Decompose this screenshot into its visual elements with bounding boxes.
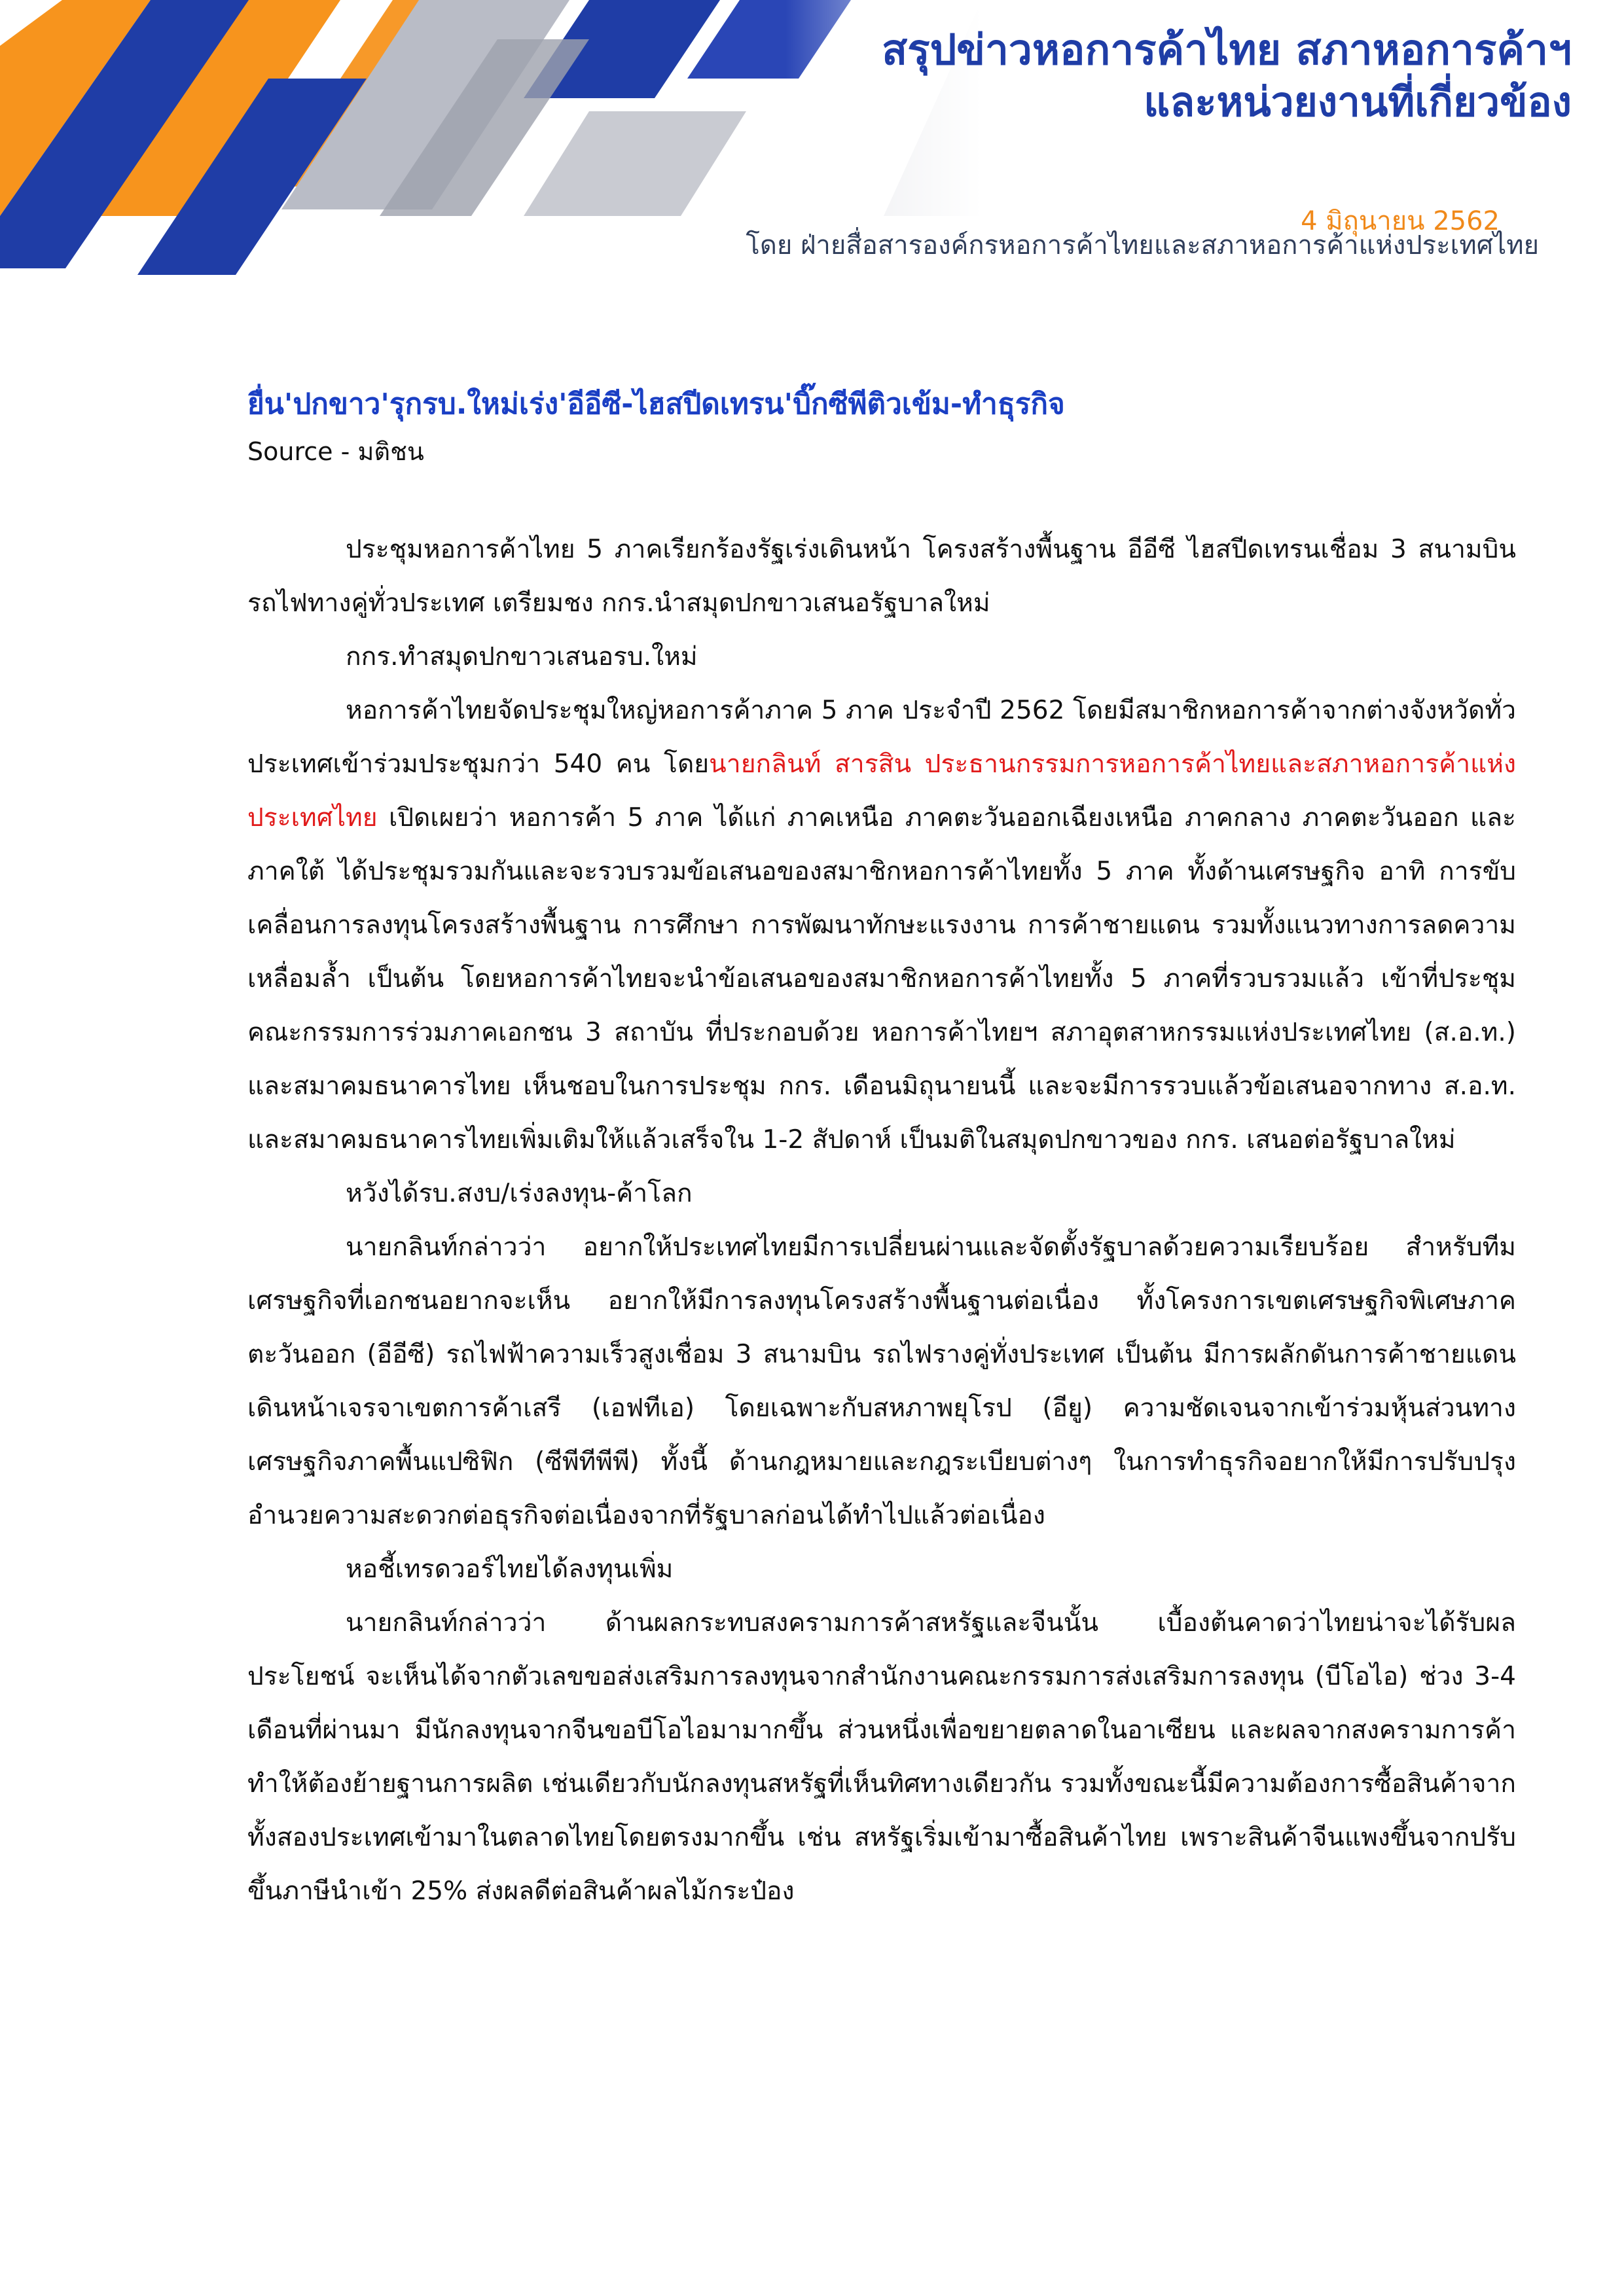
subheading-1: กกร.ทำสมุดปกขาวเสนอรบ.ใหม่	[346, 642, 698, 672]
paragraph-2-part-b: เปิดเผยว่า หอการค้า 5 ภาค ได้แก่ ภาคเหนือ ภาคตะวันออกเฉียงเหนือ ภาคกลาง ภาคตะวันออก และภาคใต้ ได้ประชุมรวมกันและจะรวบรวมข้อเสนอของสมาชิกหอการค้าไทยทั้ง 5 ภาค ทั้งด้านเศรษฐกิจ อาทิ การขับเคลื่อนการลงทุนโครงสร้างพื้นฐาน การศึกษา การพัฒนาทักษะแรงงาน การค้าชายแดน รวมทั้งแนวทางการลดความเหลื่อมล้ำ เป็นต้น โดยหอการค้าไทยจะนำข้อเสนอของสมาชิกหอการค้าไทยทั้ง 5 ภาคที่รวบรวมแล้ว เข้าที่ประชุมคณะกรรมการร่วมภาคเอกชน 3 สถาบัน ที่ประกอบด้วย หอการค้าไทยฯ สภาอุตสาหกรรมแห่งประเทศไทย (ส.อ.ท.) และสมาคมธนาคารไทย เห็นชอบในการประชุม กกร. เดือนมิถุนายนนี้ และจะมีการรวบแล้วข้อเสนอจากทาง ส.อ.ท. และสมาคมธนาคารไทยเพิ่มเติมให้แล้วเสร็จใน 1-2 สัปดาห์ เป็นมติในสมุดปกขาวของ กกร. เสนอต่อรัฐบาลใหม่	[247, 803, 1516, 1155]
paragraph-1: ประชุมหอการค้าไทย 5 ภาคเรียกร้องรัฐเร่งเดินหน้า โครงสร้างพื้นฐาน อีอีซี ไฮสปีดเทรนเชื่อม 3 สนามบิน รถไฟทางคู่ทั่วประเทศ เตรียมชง กกร.นำสมุดปกขาวเสนอรัฐบาลใหม่	[247, 535, 1516, 618]
highlighted-name: นายกลินท์ สารสิน ประธานกรรมการหอการค้าไทยและสภาหอการค้าแห่งประเทศไทย	[247, 749, 1516, 833]
paragraph-4: นายกลินท์กล่าวว่า ด้านผลกระทบสงครามการค้าสหรัฐและจีนนั้น เบื้องต้นคาดว่าไทยน่าจะได้รับผลประโยชน์ จะเห็นได้จากตัวเลขขอส่งเสริมการลงทุนจากสำนักงานคณะกรรมการส่งเสริมการลงทุน (บีโอไอ) ช่วง 3-4 เดือนที่ผ่านมา มีนักลงทุนจากจีนขอบีโอไอมามากขึ้น ส่วนหนึ่งเพื่อขยายตลาดในอาเซียน และผลจากสงครามการค้าทำให้ต้องย้ายฐานการผลิต เช่นเดียวกับนักลงทุนสหรัฐที่เห็นทิศทางเดียวกัน รวมทั้งขณะนี้มีความต้องการซื้อสินค้าจากทั้งสองประเทศเข้ามาในตลาดไทยโดยตรงมากขึ้น เช่น สหรัฐเริ่มเข้ามาซื้อสินค้าไทย เพราะสินค้าจีนแพงขึ้นจากปรับขึ้นภาษีนำเข้า 25% ส่งผลดีต่อสินค้าผลไม้กระป๋อง	[247, 1608, 1516, 1906]
header-byline: โดย ฝ่ายสื่อสารองค์กรหอการค้าไทยและสภาหอการค้าแห่งประเทศไทย	[746, 230, 1539, 260]
header-title-line1: สรุปข่าวหอการค้าไทย สภาหอการค้าฯ	[882, 26, 1572, 75]
article-headline: ยื่น'ปกขาว'รุกรบ.ใหม่เร่ง'อีอีซี-ไฮสปีดเทรน'บิ๊กซีพีติวเข้ม-ทำธุรกิจ	[247, 387, 1065, 421]
subheading-3: หอชี้เทรดวอร์ไทยได้ลงทุนเพิ่ม	[346, 1554, 674, 1584]
article-source: Source - มติชน	[247, 437, 424, 466]
paragraph-2	[247, 684, 1516, 1167]
article	[247, 383, 1516, 1918]
header-title-line2: และหน่วยงานที่เกี่ยวข้อง	[1144, 78, 1572, 126]
header-date: 4 มิถุนายน 2562	[1301, 206, 1500, 236]
subheading-2: หวังได้รบ.สงบ/เร่งลงทุน-ค้าโลก	[346, 1179, 693, 1208]
paragraph-3: นายกลินท์กล่าวว่า อยากให้ประเทศไทยมีการเปลี่ยนผ่านและจัดตั้งรัฐบาลด้วยความเรียบร้อย สำหรับทีมเศรษฐกิจที่เอกชนอยากจะเห็น อยากให้มีการลงทุนโครงสร้างพื้นฐานต่อเนื่อง ทั้งโครงการเขตเศรษฐกิจพิเศษภาคตะวันออก (อีอีซี) รถไฟฟ้าความเร็วสูงเชื่อม 3 สนามบิน รถไฟรางคู่ทั่งประเทศ เป็นต้น มีการผลักดันการค้าชายแดน เดินหน้าเจรจาเขตการค้าเสรี (เอฟทีเอ) โดยเฉพาะกับสหภาพยุโรป (อียู) ความชัดเจนจากเข้าร่วมหุ้นส่วนทางเศรษฐกิจภาคพื้นแปซิฟิก (ซีพีทีพีพี) ทั้งนี้ ด้านกฎหมายและกฎระเบียบต่างๆ ในการทำธุรกิจอยากให้มีการปรับปรุงอำนวยความสะดวกต่อธุรกิจต่อเนื่องจากที่รัฐบาลก่อนได้ทำไปแล้วต่อเนื่อง	[247, 1232, 1516, 1530]
paragraph-2-part-a: หอการค้าไทยจัดประชุมใหญ่หอการค้าภาค 5 ภาค ประจำปี 2562 โดยมีสมาชิกหอการค้าจากต่างจังหวัดทั่วประเทศเข้าร่วมประชุมกว่า 540 คน โดย	[247, 696, 1516, 779]
article-body	[247, 523, 1516, 1918]
header-banner	[0, 0, 1624, 295]
